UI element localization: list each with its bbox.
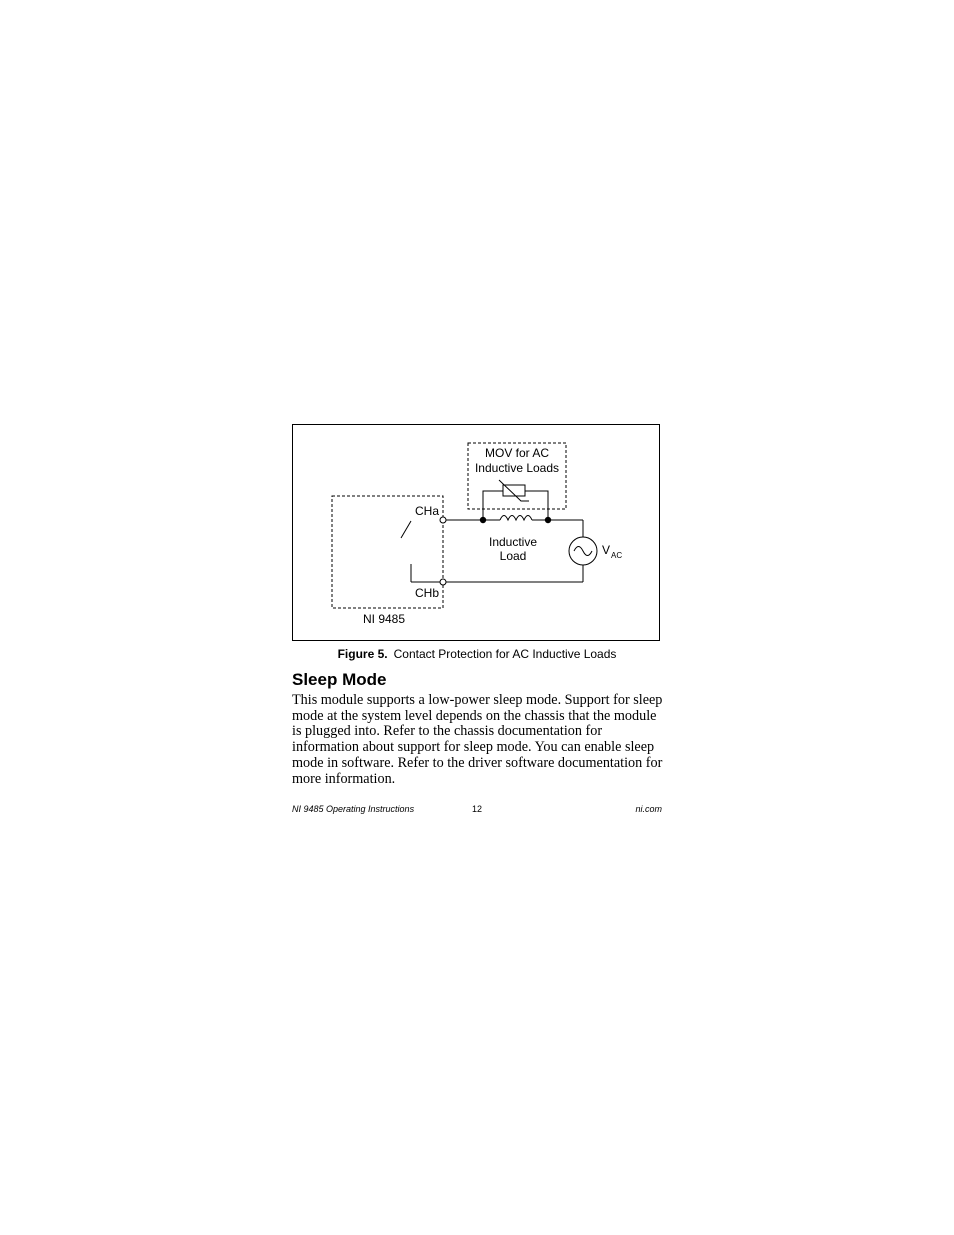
section-heading: Sleep Mode [292, 670, 387, 689]
vac-label: V [602, 543, 611, 557]
mov-label-line1: MOV for AC [484, 446, 550, 460]
mov-branch-wire [483, 491, 503, 520]
module-label: NI 9485 [363, 612, 406, 626]
cha-label: CHa [415, 504, 440, 518]
footer-document-title: NI 9485 Operating Instructions [292, 804, 415, 814]
circuit-diagram [293, 425, 661, 642]
mov-label-line2: Inductive Loads [474, 461, 560, 475]
vac-subscript: AC [611, 551, 623, 560]
switch-contact [401, 521, 411, 538]
inductor-coil [500, 516, 532, 521]
figure-caption [292, 647, 662, 661]
load-label-line1: Inductive [488, 535, 538, 549]
footer-website: ni.com [635, 804, 662, 814]
body-paragraph: This module supports a low-power sleep mode. Support for sleep mode at the system level depends on the chassis that the module is plugged into. Refer to the chassis documentation for information about support for sleep mode. You can enable sleep mode in software. Refer to the driver software documentation for more information. [292, 692, 663, 787]
figure-caption-text: Contact Protection for AC Inductive Loads [393, 647, 617, 661]
figure-number: Figure 5. [337, 647, 388, 661]
terminal-chb [440, 579, 446, 585]
terminal-cha [440, 517, 446, 523]
load-label-line2: Load [499, 549, 527, 563]
circuit-figure [292, 424, 660, 641]
footer-page-number: 12 [472, 804, 483, 814]
chb-label: CHb [415, 586, 440, 600]
